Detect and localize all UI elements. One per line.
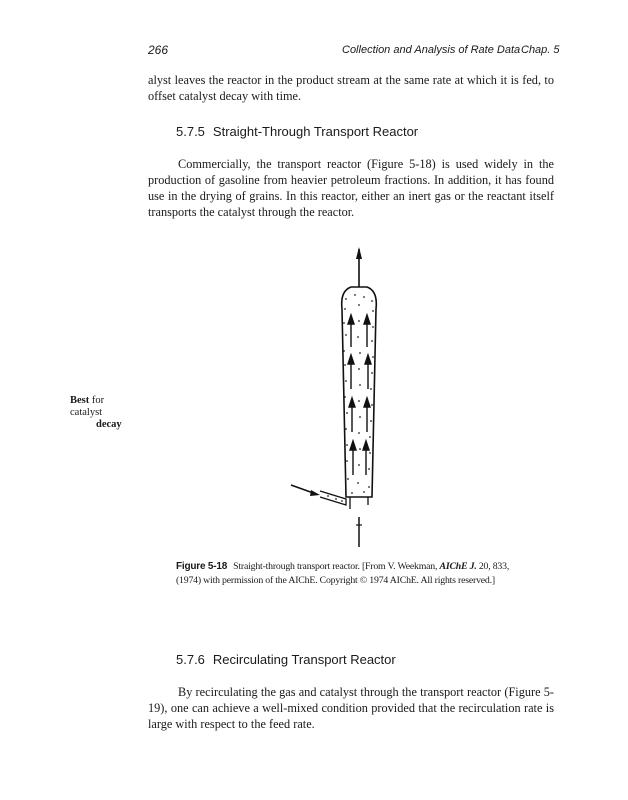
- section-heading-576: [176, 652, 396, 667]
- margin-note-line2: decay: [96, 419, 122, 430]
- section-title: Straight-Through Transport Reactor: [212, 124, 419, 139]
- margin-note-bold: Best: [70, 395, 90, 406]
- caption-journal: AIChE J.: [439, 561, 477, 572]
- running-header: [0, 43, 628, 59]
- margin-note: [70, 395, 136, 431]
- figure-caption: [176, 560, 516, 588]
- chapter-label: Chap. 5: [521, 44, 560, 56]
- feed-pipe: [320, 491, 346, 505]
- section-number: 5.7.6: [176, 652, 205, 667]
- caption-part1: Straight-through transport reactor. [From V. Weekman,: [233, 561, 440, 572]
- paragraph-576: By recirculating the gas and catalyst through the transport reactor (Figure 5-19), one can achieve a well-mixed condition provided that the recirculation rate is large with respect to the feed rate.: [148, 685, 554, 731]
- bottom-arrow-icon: [356, 517, 362, 547]
- feed-arrow-icon: [291, 485, 320, 496]
- outlet-arrow-icon: [356, 247, 362, 287]
- figure-label: Figure 5-18: [176, 561, 228, 572]
- transport-reactor-diagram: [280, 247, 400, 557]
- section-title: Recirculating Transport Reactor: [212, 652, 396, 667]
- bottom-pipe: [350, 497, 368, 509]
- caption-part2: 20, 833, (1974) with permission of the AIChE. Copyright © 1974 AIChE. All rights reserved.]: [176, 561, 510, 586]
- paragraph-575: Commercially, the transport reactor (Figure 5-18) is used widely in the production of gasoline from heavier petroleum fractions. In addition, it has found use in the drying of grains. In this reactor, either an inert gas or the reactant itself transports the catalyst through the reactor.: [148, 157, 554, 219]
- section-number: 5.7.5: [176, 124, 205, 139]
- page-number: 266: [148, 43, 169, 57]
- section-heading-575: [176, 124, 418, 139]
- intro-paragraph: alyst leaves the reactor in the product stream at the same rate at which it is fed, to offset catalyst decay with time.: [148, 73, 554, 103]
- margin-note-rest: for catalyst: [70, 395, 105, 418]
- running-title: Collection and Analysis of Rate Data: [342, 44, 521, 56]
